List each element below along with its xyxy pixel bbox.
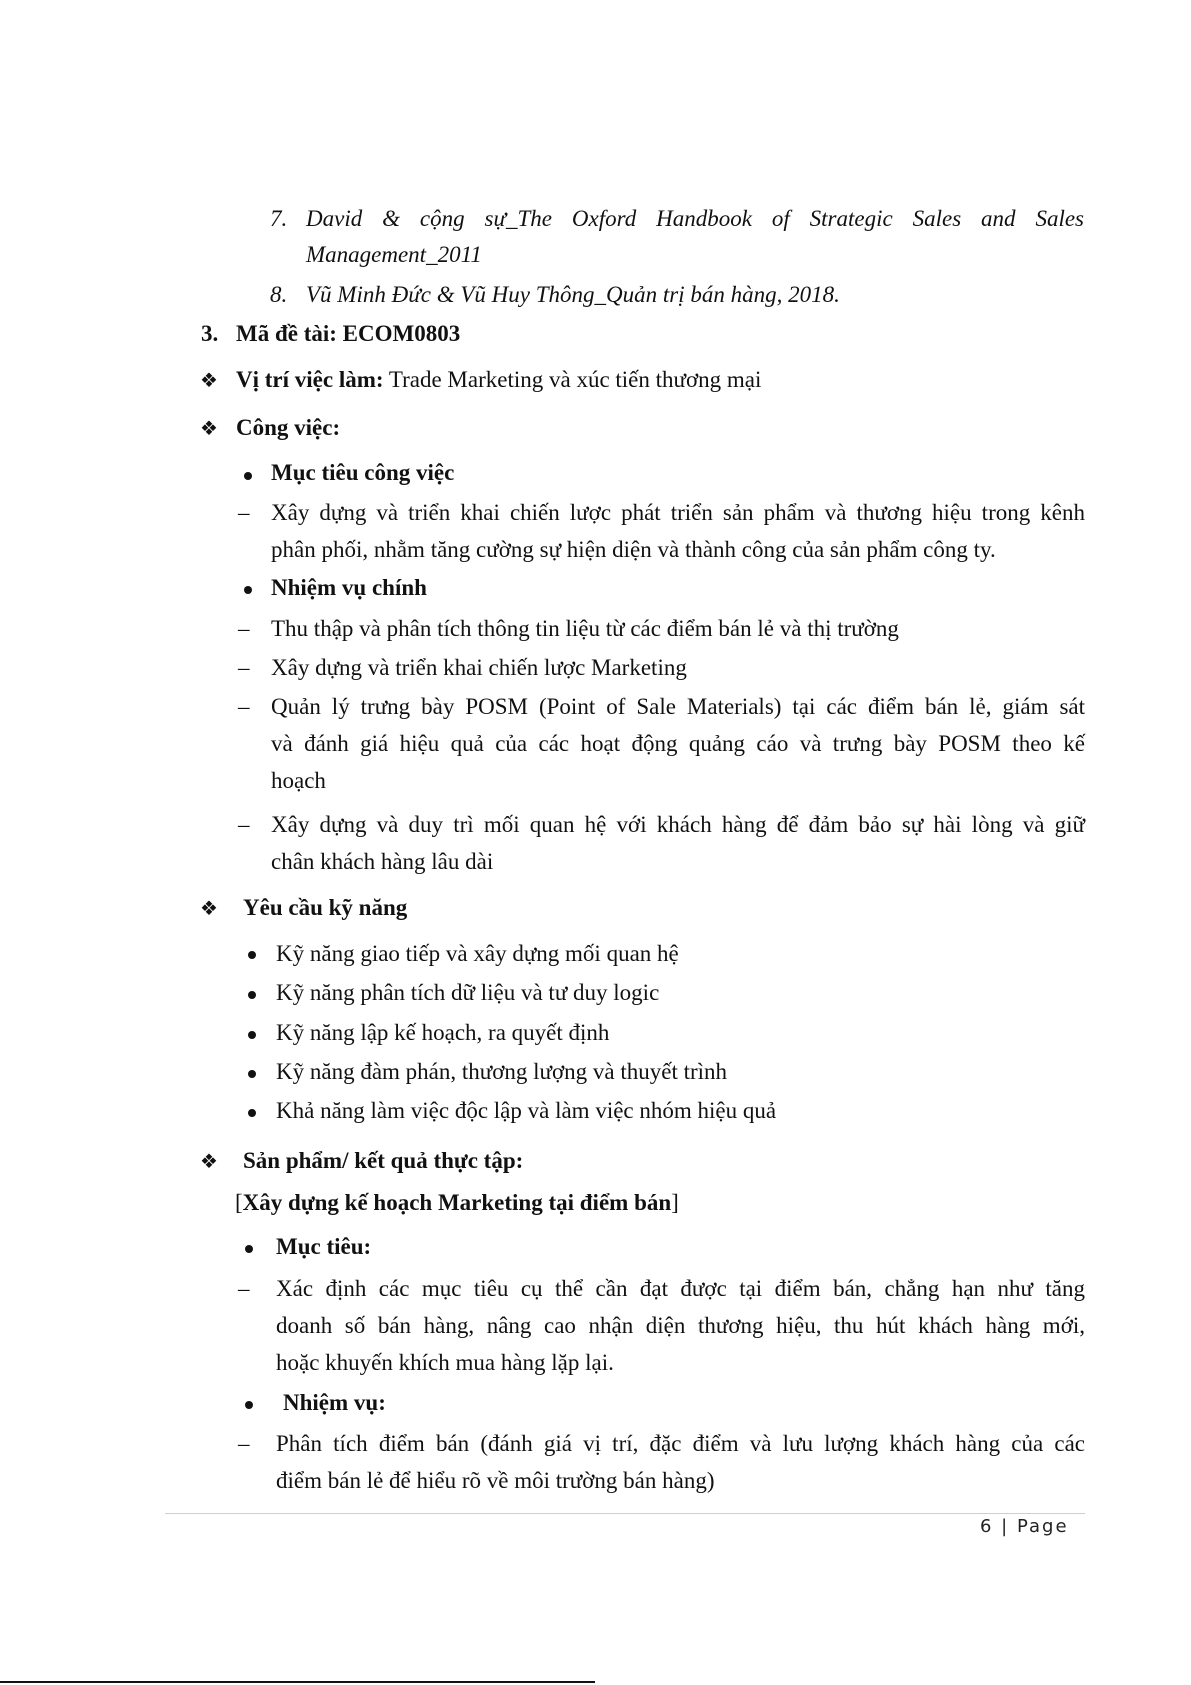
ref-7-line-2: Management_2011 bbox=[306, 242, 482, 267]
job-goal-line-1: Xây dựng và triển khai chiến lược phát triển sản phẩm và thương hiệu trong kênh bbox=[271, 500, 1085, 525]
position-label: Vị trí việc làm: bbox=[236, 367, 384, 392]
job-task-3-line-2: và đánh giá hiệu quả của các hoạt động quảng cáo và trưng bày POSM theo kế bbox=[271, 731, 1085, 756]
job-task-3-line-1: Quản lý trưng bày POSM (Point of Sale Materials) tại các điểm bán lẻ, giám sát bbox=[271, 694, 1085, 719]
bullet-icon bbox=[248, 1031, 256, 1039]
dash-icon: – bbox=[238, 1276, 250, 1301]
ref-7-number: 7. bbox=[270, 206, 288, 231]
page-number: 6 bbox=[980, 1516, 994, 1537]
bullet-icon bbox=[245, 1245, 253, 1253]
product-goal-heading: Mục tiêu: bbox=[276, 1234, 372, 1259]
footer-separator: | bbox=[993, 1516, 1017, 1537]
ref-8-line-1: Vũ Minh Đức & Vũ Huy Thông_Quản trị bán hàng, 2018. bbox=[306, 282, 840, 307]
dash-icon: – bbox=[238, 655, 250, 680]
bullet-icon bbox=[245, 1401, 253, 1409]
footer-rule bbox=[165, 1513, 1085, 1514]
product-task-line-2: điểm bán lẻ để hiểu rõ về môi trường bán hàng) bbox=[276, 1468, 715, 1493]
ref-7-line-1: David & cộng sự_The Oxford Handbook of Strategic Sales and Sales bbox=[306, 206, 1084, 231]
product-title-line bbox=[235, 1186, 679, 1220]
job-task-1: Thu thập và phân tích thông tin liệu từ các điểm bán lẻ và thị trường bbox=[271, 616, 899, 641]
position-line bbox=[236, 363, 761, 397]
job-tasks-heading: Nhiệm vụ chính bbox=[271, 575, 427, 600]
product-title: Xây dựng kế hoạch Marketing tại điểm bán bbox=[242, 1190, 672, 1215]
job-task-4-line-2: chân khách hàng lâu dài bbox=[271, 849, 494, 874]
section-number: 3. bbox=[201, 321, 219, 346]
product-heading: Sản phẩm/ kết quả thực tập: bbox=[243, 1148, 524, 1173]
bullet-icon bbox=[248, 991, 256, 999]
bullet-icon bbox=[244, 586, 252, 594]
bullet-icon bbox=[244, 472, 252, 480]
job-goal-heading: Mục tiêu công việc bbox=[271, 460, 455, 485]
dash-icon: – bbox=[238, 812, 250, 837]
position-value: Trade Marketing và xúc tiến thương mại bbox=[383, 367, 762, 392]
bullet-icon bbox=[248, 1109, 256, 1117]
skills-heading: Yêu cầu kỹ năng bbox=[243, 895, 408, 920]
skill-item: Kỹ năng giao tiếp và xây dựng mối quan hệ bbox=[276, 941, 679, 966]
diamond-bullet-icon: ❖ bbox=[200, 368, 218, 392]
job-task-2: Xây dựng và triển khai chiến lược Marketing bbox=[271, 655, 687, 680]
page-bottom-edge bbox=[0, 1681, 595, 1683]
diamond-bullet-icon: ❖ bbox=[200, 1149, 218, 1173]
skill-item: Kỹ năng phân tích dữ liệu và tư duy logic bbox=[276, 980, 660, 1005]
product-task-heading: Nhiệm vụ: bbox=[283, 1390, 386, 1415]
product-goal-line-3: hoặc khuyến khích mua hàng lặp lại. bbox=[276, 1350, 614, 1375]
diamond-bullet-icon: ❖ bbox=[200, 416, 218, 440]
skill-item: Kỹ năng đàm phán, thương lượng và thuyết trình bbox=[276, 1059, 728, 1084]
job-task-4-line-1: Xây dựng và duy trì mối quan hệ với khách hàng để đảm bảo sự hài lòng và giữ bbox=[271, 812, 1085, 837]
dash-icon: – bbox=[238, 500, 250, 525]
bullet-icon bbox=[248, 1070, 256, 1078]
job-goal-line-2: phân phối, nhằm tăng cường sự hiện diện và thành công của sản phẩm công ty. bbox=[271, 537, 996, 562]
bracket-close: ] bbox=[671, 1190, 679, 1215]
bullet-icon bbox=[248, 951, 256, 959]
dash-icon: – bbox=[238, 616, 250, 641]
page-footer bbox=[980, 1514, 1069, 1540]
page-label: Page bbox=[1016, 1516, 1069, 1537]
job-task-3-line-3: hoạch bbox=[271, 768, 326, 793]
job-heading: Công việc: bbox=[236, 415, 341, 440]
ref-8-number: 8. bbox=[270, 282, 288, 307]
bracket-open: [ bbox=[235, 1190, 243, 1215]
skill-item: Kỹ năng lập kế hoạch, ra quyết định bbox=[276, 1020, 610, 1045]
dash-icon: – bbox=[238, 1431, 250, 1456]
diamond-bullet-icon: ❖ bbox=[200, 896, 218, 920]
product-goal-line-2: doanh số bán hàng, nâng cao nhận diện thương hiệu, thu hút khách hàng mới, bbox=[276, 1313, 1085, 1338]
product-task-line-1: Phân tích điểm bán (đánh giá vị trí, đặc điểm và lưu lượng khách hàng của các bbox=[276, 1431, 1085, 1456]
dash-icon: – bbox=[238, 694, 250, 719]
section-title: Mã đề tài: ECOM0803 bbox=[236, 321, 461, 346]
product-goal-line-1: Xác định các mục tiêu cụ thể cần đạt được tại điểm bán, chẳng hạn như tăng bbox=[276, 1276, 1085, 1301]
skill-item: Khả năng làm việc độc lập và làm việc nhóm hiệu quả bbox=[276, 1098, 777, 1123]
